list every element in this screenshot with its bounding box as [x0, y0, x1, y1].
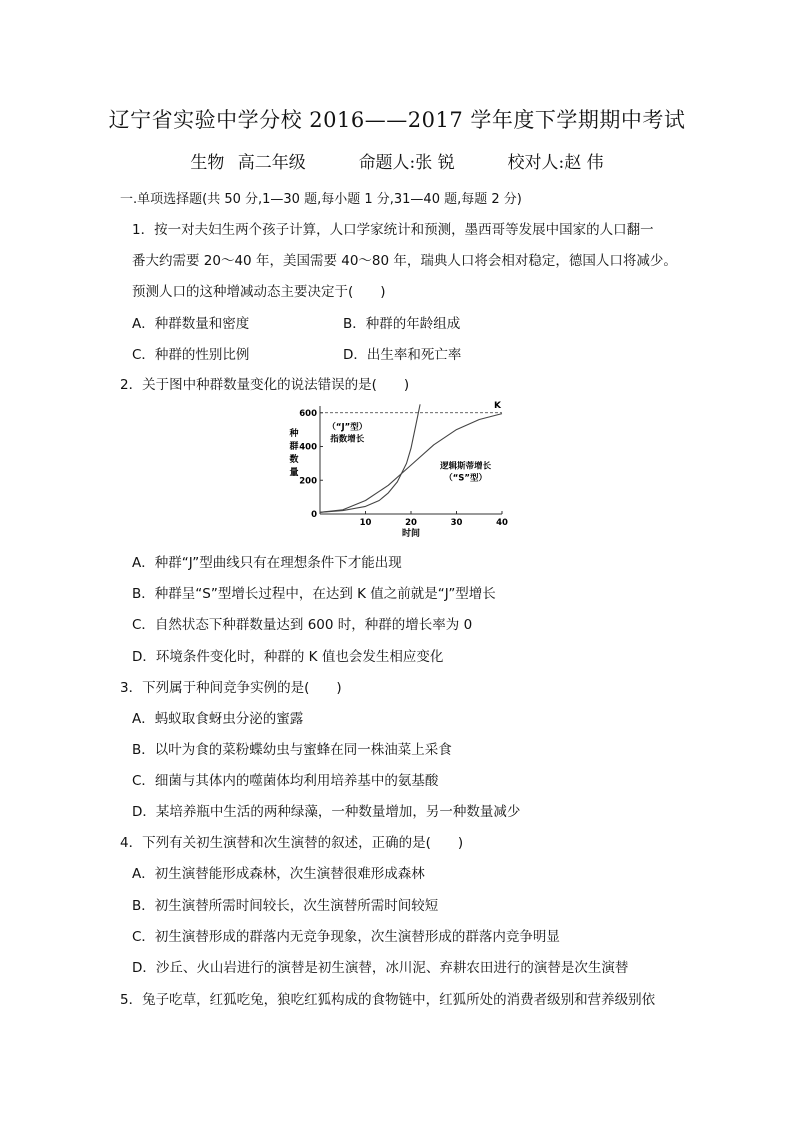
- x-axis-label: 时间: [401, 529, 421, 539]
- y-tick-label: 0: [311, 510, 317, 520]
- s-curve-label: 逻辑斯蒂增长: [440, 461, 492, 472]
- q4-option-b: B．初生演替所需时间较长，次生演替所需时间较短: [132, 898, 439, 914]
- x-tick-label: 10: [359, 518, 372, 528]
- q1-option-c: C．种群的性别比例: [132, 347, 250, 363]
- y-axis-label-char: 量: [289, 468, 299, 478]
- q4-line1: 4．下列有关初生演替和次生演替的叙述，正确的是( ): [120, 835, 464, 851]
- exam-subtitle: [0, 148, 794, 173]
- q2-line1: 2．关于图中种群数量变化的说法错误的是( ): [120, 377, 410, 393]
- q2-option-c: C．自然状态下种群数量达到 600 时，种群的增长率为 0: [132, 617, 473, 633]
- grade: 高二年级: [237, 153, 306, 173]
- q2-option-a: A．种群“J”型曲线只有在理想条件下才能出现: [132, 555, 402, 571]
- q1-option-d: D．出生率和死亡率: [343, 347, 462, 363]
- x-tick-label: 40: [496, 518, 508, 528]
- q4-option-d: D．沙丘、火山岩进行的演替是初生演替，冰川泥、弃耕农田进行的演替是次生演替: [132, 960, 629, 976]
- j-curve-label: 指数增长: [330, 434, 365, 445]
- q3-option-a: A．蚂蚁取食蚜虫分泌的蜜露: [132, 711, 304, 727]
- y-axis-label-char: 群: [289, 442, 299, 452]
- k-label: K: [494, 400, 501, 411]
- author: 命题人:张 锐: [358, 153, 455, 173]
- q1-line2: 番大约需要 20～40 年，美国需要 40～80 年，瑞典人口将会相对稳定，德国人口将减少。: [132, 253, 677, 269]
- q1-line1: 1．按一对夫妇生两个孩子计算，人口学家统计和预测，墨西哥等发展中国家的人口翻一: [132, 222, 654, 238]
- j-curve-label: （“J”型）: [327, 422, 368, 433]
- y-tick-label: 200: [299, 476, 317, 487]
- q3-option-c: C．细菌与其体内的噬菌体均利用培养基中的氨基酸: [132, 773, 439, 789]
- y-axis-label-char: 数: [289, 455, 299, 465]
- q4-option-c: C．初生演替形成的群落内无竞争现象，次生演替形成的群落内竞争明显: [132, 929, 560, 945]
- q2-option-b: B．种群呈“S”型增长过程中，在达到 K 值之前就是“J”型增长: [132, 586, 496, 602]
- q3-option-b: B．以叶为食的菜粉蝶幼虫与蜜蜂在同一株油菜上采食: [132, 742, 452, 758]
- q1-option-b: B．种群的年龄组成: [343, 316, 461, 332]
- exam-title: 辽宁省实验中学分校 2016——2017 学年度下学期期中考试: [108, 108, 686, 132]
- section-heading: 一.单项选择题(共 50 分,1—30 题,每小题 1 分,31—40 题,每题 2 分): [120, 192, 522, 207]
- y-tick-label: 400: [299, 442, 317, 453]
- x-tick-label: 30: [450, 518, 463, 528]
- population-chart: [286, 400, 516, 540]
- q5-line1: 5．兔子吃草，红狐吃兔，狼吃红狐构成的食物链中，红狐所处的消费者级别和营养级别依: [120, 992, 656, 1008]
- y-axis-label-char: 种: [289, 429, 299, 439]
- x-tick-label: 20: [405, 518, 417, 528]
- q4-option-a: A．初生演替能形成森林，次生演替很难形成森林: [132, 866, 425, 882]
- subject: 生物: [190, 153, 225, 173]
- q2-option-d: D．环境条件变化时，种群的 K 值也会发生相应变化: [132, 649, 444, 665]
- q1-line3: 预测人口的这种增减动态主要决定于( ): [132, 284, 386, 300]
- y-tick-label: 600: [299, 408, 317, 419]
- q3-line1: 3．下列属于种间竞争实例的是( ): [120, 680, 342, 696]
- j-curve-line: [320, 404, 420, 512]
- q1-option-a: A．种群数量和密度: [132, 316, 250, 332]
- checker: 校对人:赵 伟: [507, 153, 604, 173]
- q3-option-d: D．某培养瓶中生活的两种绿藻，一种数量增加，另一种数量减少: [132, 804, 521, 820]
- s-curve-label: （“S”型）: [444, 473, 487, 484]
